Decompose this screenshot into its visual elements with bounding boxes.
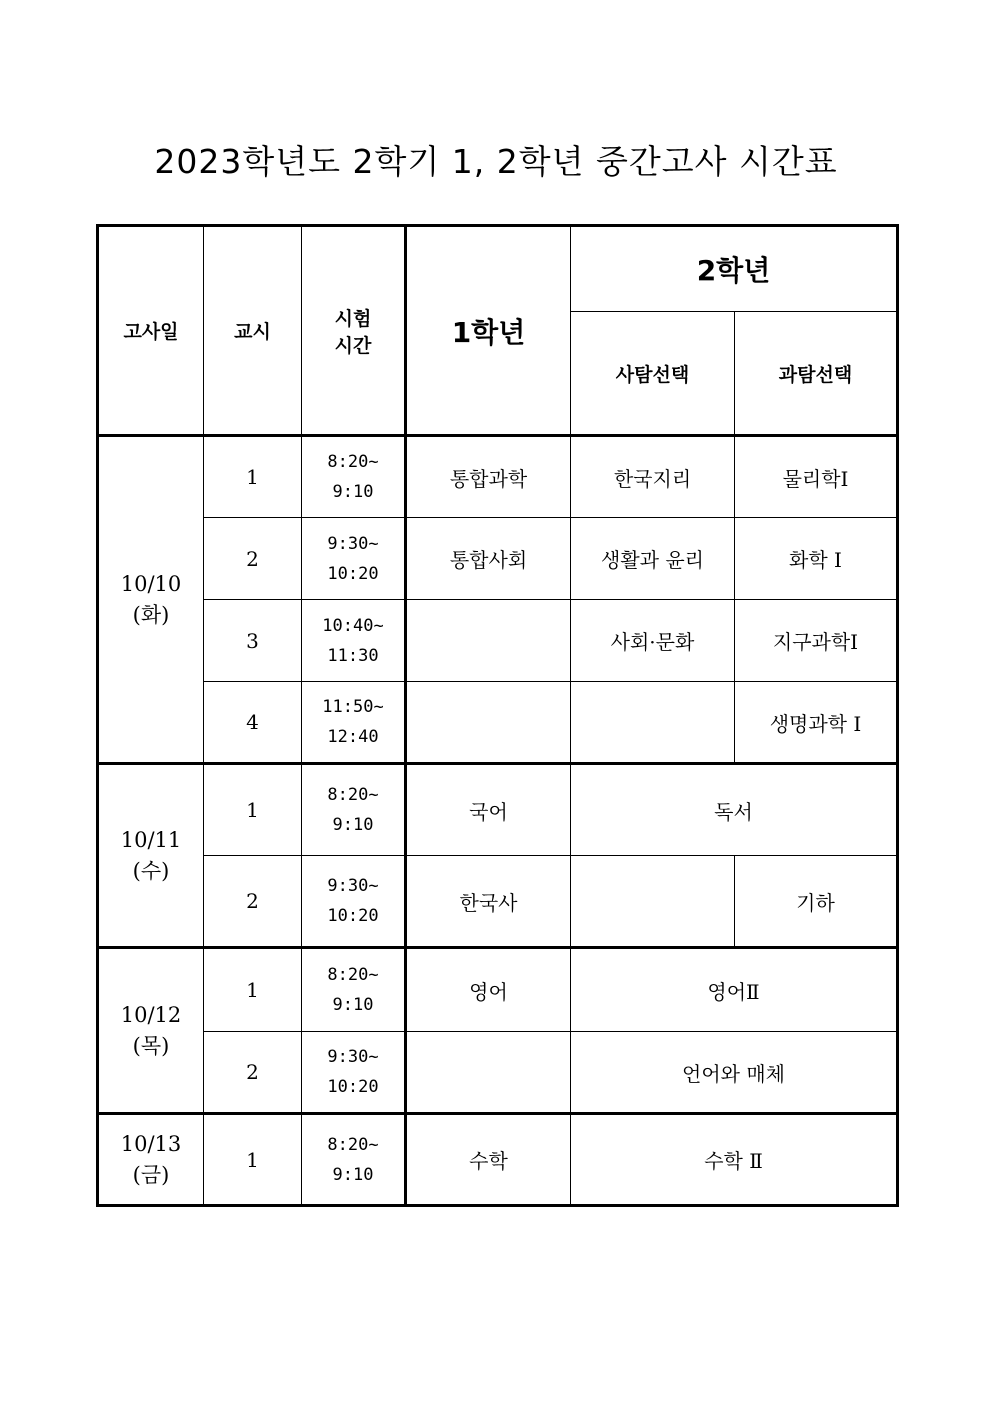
social-subject: 사회·문화 [571, 600, 735, 682]
grade1-subject: 통합과학 [406, 436, 571, 518]
science-subject: 지구과학Ⅰ [735, 600, 898, 682]
time-cell [302, 600, 406, 682]
table-row [98, 600, 898, 682]
grade2-subject: 언어와 매체 [571, 1032, 898, 1114]
table-row [98, 948, 898, 1032]
time-end: 10:20 [327, 563, 379, 584]
time-start: 8:20~ [327, 965, 379, 985]
exam-date: 10/10 [120, 571, 182, 596]
science-subject: 생명과학 Ⅰ [735, 682, 898, 764]
time-cell [302, 436, 406, 518]
grade1-subject: 한국사 [406, 856, 571, 948]
period-cell: 1 [204, 1114, 302, 1206]
exam-date-cell [98, 948, 204, 1114]
grade1-subject: 국어 [406, 764, 571, 856]
exam-weekday: (금) [132, 1162, 170, 1187]
grade1-subject [406, 1032, 571, 1114]
grade1-subject [406, 682, 571, 764]
period-cell: 4 [204, 682, 302, 764]
time-start: 9:30~ [327, 533, 379, 554]
time-start: 8:20~ [327, 452, 379, 472]
time-start: 11:50~ [322, 697, 384, 717]
time-cell [302, 856, 406, 948]
time-cell [302, 1114, 406, 1206]
period-cell: 2 [204, 856, 302, 948]
time-start: 8:20~ [327, 1134, 379, 1155]
time-end: 10:20 [327, 1077, 379, 1097]
table-row [98, 436, 898, 518]
header-time-line2: 시간 [334, 334, 372, 357]
time-end: 9:10 [332, 1164, 374, 1185]
time-cell [302, 518, 406, 600]
header-date: 고사일 [98, 226, 204, 436]
period-cell: 2 [204, 1032, 302, 1114]
table-row [98, 1032, 898, 1114]
science-subject: 화학 Ⅰ [735, 518, 898, 600]
grade1-subject: 수학 [406, 1114, 571, 1206]
social-subject: 한국지리 [571, 436, 735, 518]
exam-date: 10/11 [120, 827, 182, 852]
exam-date-cell [98, 1114, 204, 1206]
time-end: 9:10 [332, 995, 374, 1015]
time-end: 10:20 [327, 906, 379, 926]
grade2-subject: 영어Ⅱ [571, 948, 898, 1032]
time-cell [302, 682, 406, 764]
table-row [98, 518, 898, 600]
time-cell [302, 948, 406, 1032]
period-cell: 2 [204, 518, 302, 600]
header-grade1: 1학년 [406, 226, 571, 436]
period-cell: 1 [204, 948, 302, 1032]
grade1-subject: 통합사회 [406, 518, 571, 600]
exam-weekday: (화) [132, 602, 170, 627]
time-start: 9:30~ [327, 876, 379, 896]
time-start: 9:30~ [327, 1047, 379, 1067]
exam-weekday: (목) [132, 1033, 170, 1058]
header-period: 교시 [204, 226, 302, 436]
exam-schedule-table [96, 224, 899, 1207]
grade2-subject: 수학 Ⅱ [571, 1114, 898, 1206]
period-cell: 3 [204, 600, 302, 682]
header-social-elective: 사탐선택 [571, 312, 735, 436]
time-start: 8:20~ [327, 785, 379, 805]
time-end: 12:40 [327, 727, 379, 747]
social-subject [571, 682, 735, 764]
grade1-subject [406, 600, 571, 682]
exam-weekday: (수) [132, 858, 170, 883]
exam-date: 10/13 [120, 1131, 182, 1156]
time-cell [302, 764, 406, 856]
header-time-line1: 시험 [334, 307, 372, 330]
social-subject [571, 856, 735, 948]
grade2-subject: 독서 [571, 764, 898, 856]
time-cell [302, 1032, 406, 1114]
exam-date-cell [98, 436, 204, 764]
time-end: 9:10 [332, 815, 374, 835]
social-subject: 생활과 윤리 [571, 518, 735, 600]
exam-date-cell [98, 764, 204, 948]
table-row [98, 764, 898, 856]
header-row [98, 226, 898, 312]
period-cell: 1 [204, 436, 302, 518]
science-subject: 물리학Ⅰ [735, 436, 898, 518]
time-start: 10:40~ [322, 615, 384, 636]
page-title: 2023학년도 2학기 1, 2학년 중간고사 시간표 [154, 142, 838, 181]
grade1-subject: 영어 [406, 948, 571, 1032]
header-grade2: 2학년 [571, 226, 898, 312]
table-row [98, 1114, 898, 1206]
header-science-elective: 과탐선택 [735, 312, 898, 436]
header-time [302, 226, 406, 436]
time-end: 11:30 [327, 645, 379, 666]
table-row [98, 682, 898, 764]
science-subject: 기하 [735, 856, 898, 948]
table-row [98, 856, 898, 948]
exam-date: 10/12 [120, 1002, 182, 1027]
period-cell: 1 [204, 764, 302, 856]
time-end: 9:10 [332, 482, 374, 502]
